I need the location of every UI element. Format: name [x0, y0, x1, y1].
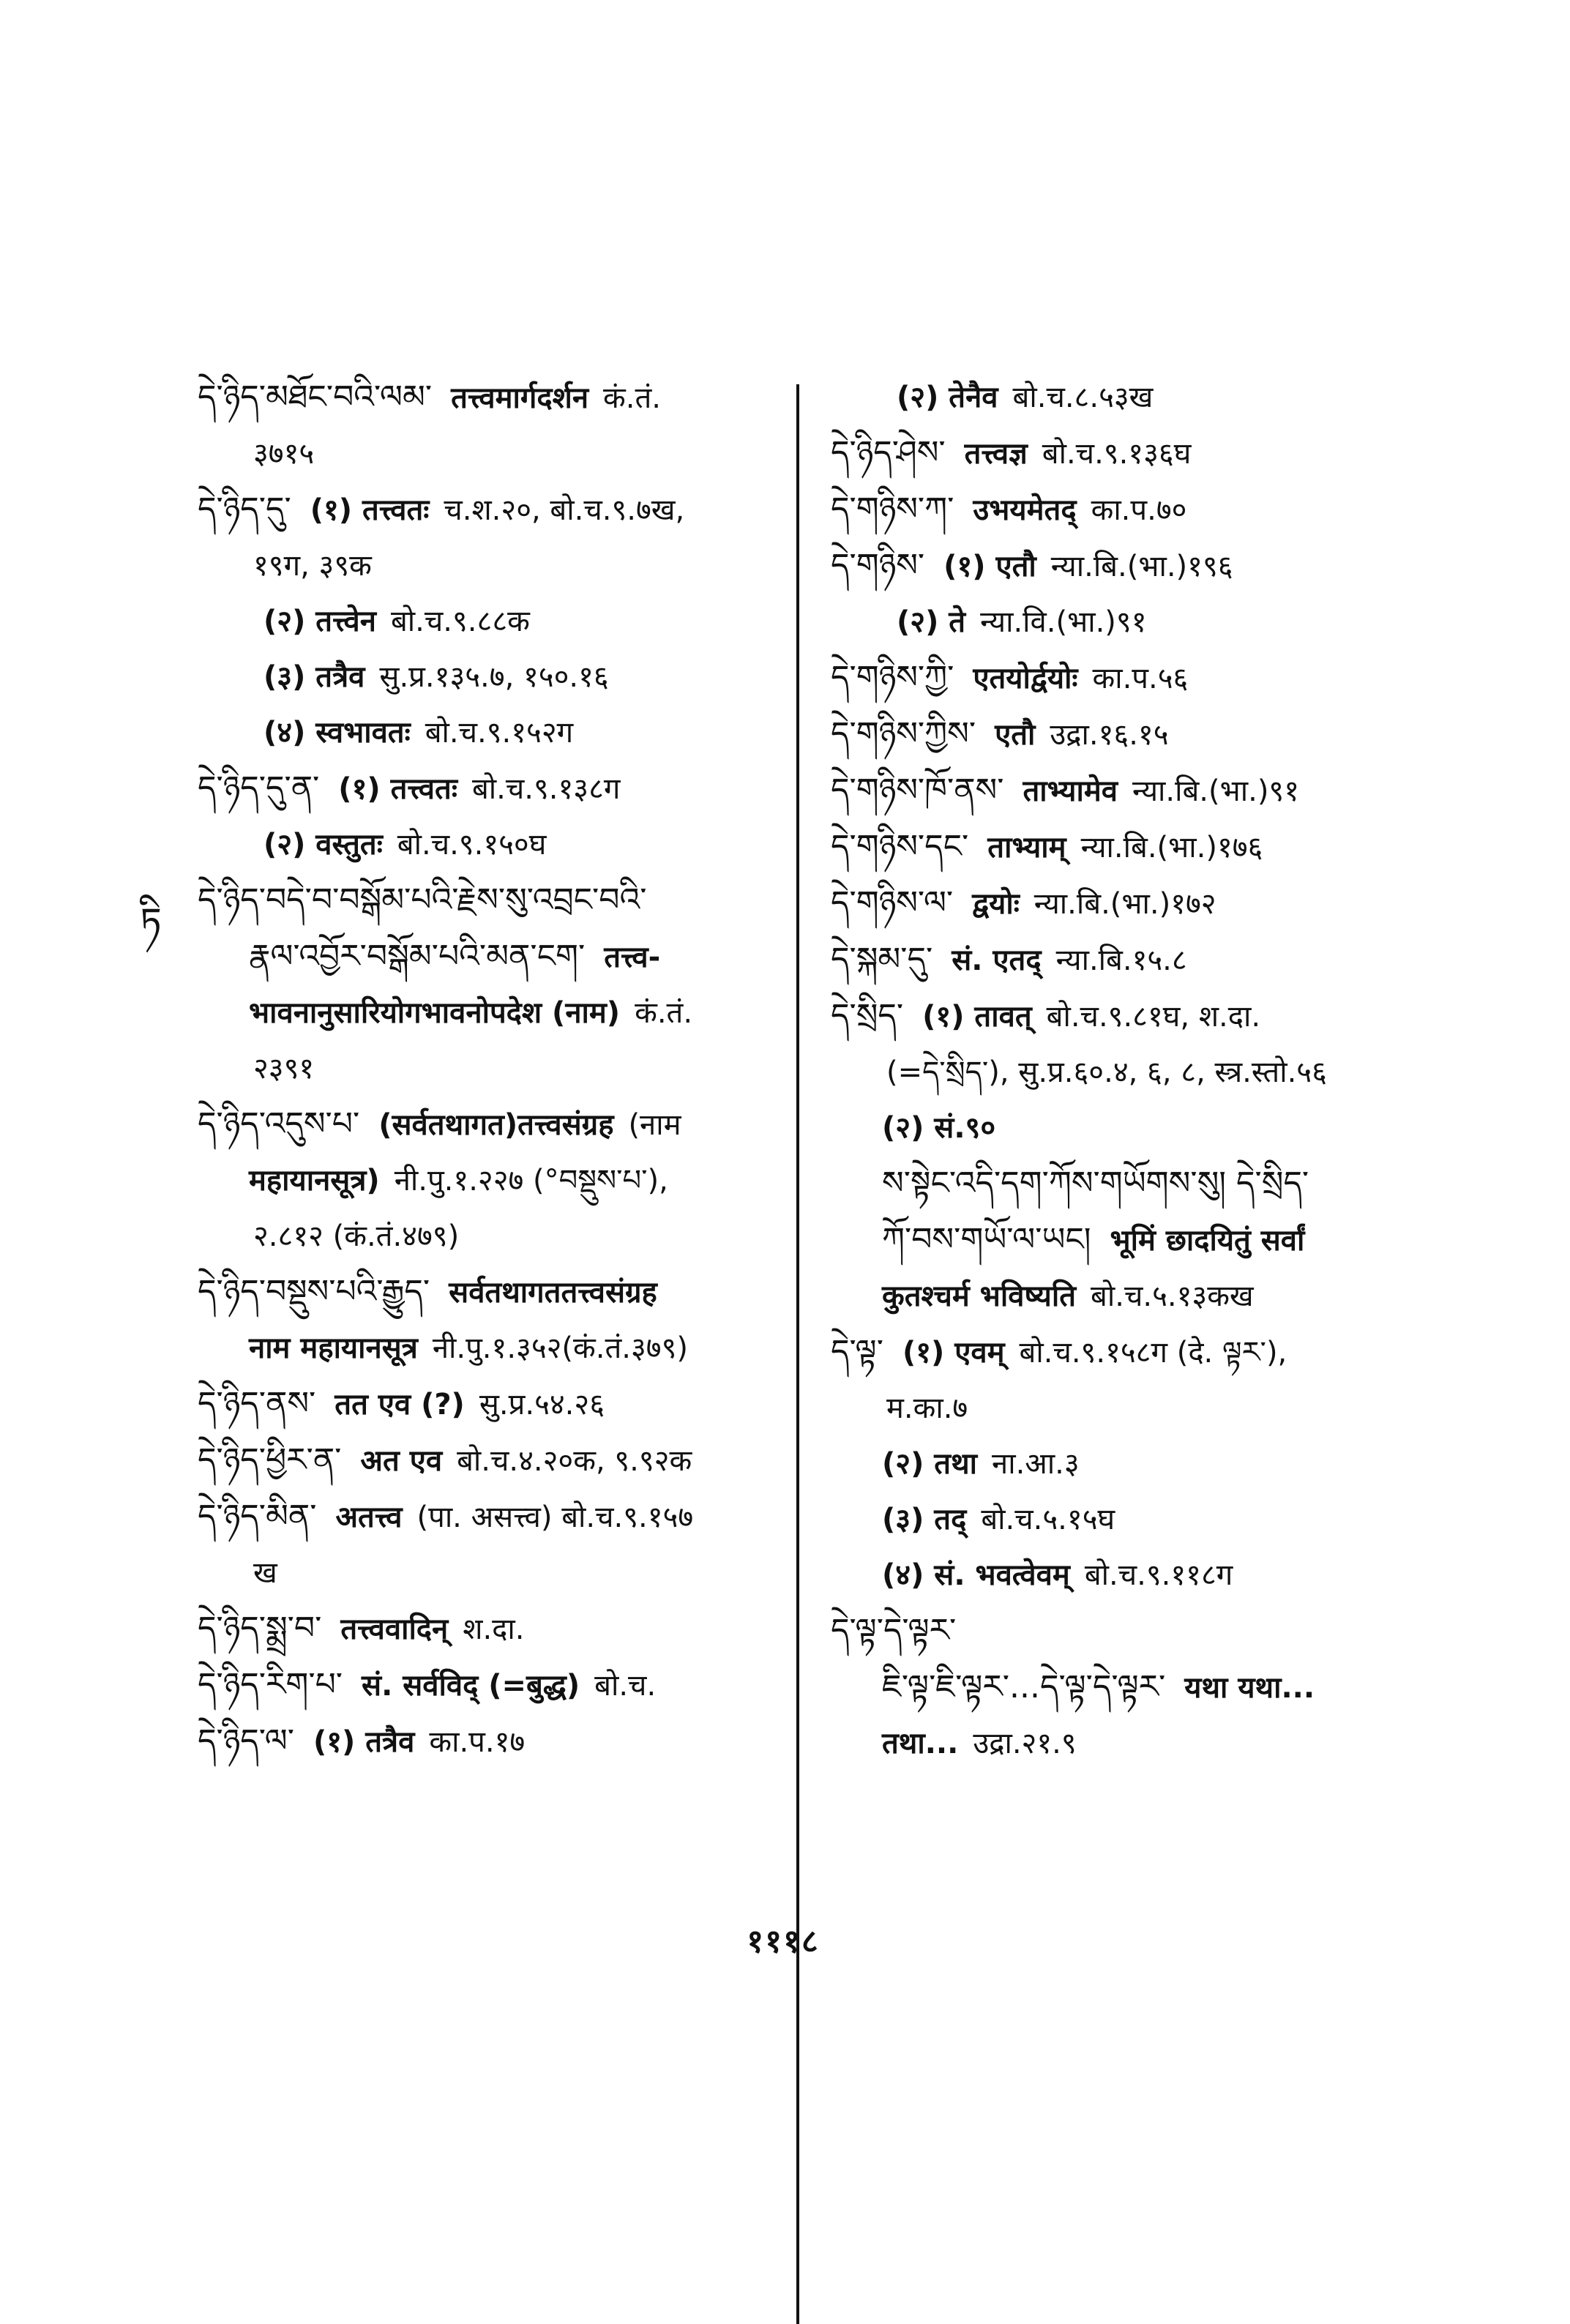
sanskrit-equivalent: महायानसूत्र)	[249, 1164, 380, 1198]
tibetan-term: དེ་ཉིད་བསྡུས་པའི་རྒྱུད་	[198, 1273, 430, 1310]
dictionary-entry	[198, 761, 783, 873]
entry-line	[831, 425, 1416, 482]
column-divider	[796, 384, 799, 2324]
dictionary-entry	[831, 538, 1416, 650]
sanskrit-equivalent: (२) तथा	[882, 1447, 978, 1481]
entry-line	[198, 873, 783, 929]
dictionary-entry	[831, 706, 1416, 763]
source-reference: नी.पु.१.३५२(कं.तं.३७९)	[432, 1331, 688, 1365]
tibetan-term: དེ་གཉིས་ཀ་	[831, 490, 954, 528]
source-reference: (=དེ་སྲིད་), सु.प्र.६०.४, ६, ८, स्त्र.स्तो.५६	[886, 1055, 1327, 1089]
dictionary-entry	[198, 1096, 783, 1264]
entry-line	[198, 1545, 783, 1601]
sanskrit-equivalent: भूमिं छादयितुं सर्वां	[1110, 1224, 1305, 1258]
tibetan-term: དེ་གཉིས་ཀྱི་	[831, 659, 954, 696]
entry-line	[831, 706, 1416, 763]
entry-line	[198, 1489, 783, 1545]
source-reference: २.८१२ (कं.तं.४७९)	[253, 1219, 460, 1253]
sanskrit-equivalent: एतयोर्द्वयोः	[973, 662, 1078, 695]
entry-line	[198, 538, 783, 594]
sanskrit-equivalent: (२) तत्त्वेन	[263, 605, 376, 638]
tibetan-term: དེ་ཉིད་ནས་	[198, 1385, 316, 1422]
entry-line	[198, 1153, 783, 1208]
dictionary-entry	[831, 819, 1416, 875]
sanskrit-equivalent: सं. सर्वविद् (=बुद्ध)	[362, 1669, 580, 1703]
source-reference: ३७१५	[253, 437, 315, 471]
source-reference: च.श.२०, बो.च.९.७ख,	[444, 493, 685, 527]
sanskrit-equivalent: नाम महायानसूत्र	[249, 1331, 418, 1365]
source-reference: म.का.७	[886, 1391, 968, 1425]
sanskrit-equivalent: ताभ्यामेव	[1023, 774, 1118, 808]
tibetan-term: ཇི་ལྟ་ཇི་ལྟར་...དེ་ལྟ་དེ་ལྟར་	[882, 1668, 1166, 1705]
source-reference: नी.पु.१.२२७ (°བསྡུས་པ་),	[394, 1164, 668, 1198]
sanskrit-equivalent: एतौ	[995, 718, 1036, 752]
entry-line	[831, 1156, 1416, 1212]
entry-line	[831, 594, 1416, 650]
dictionary-entry	[831, 875, 1416, 932]
sanskrit-equivalent: तत एव (?)	[334, 1388, 465, 1421]
dictionary-entry	[831, 425, 1416, 482]
sanskrit-equivalent: सर्वतथागततत्त्वसंग्रह	[449, 1276, 657, 1309]
tibetan-term: དེ་ལྟ་	[831, 1333, 883, 1370]
sanskrit-equivalent: (२) ते	[897, 605, 966, 639]
dictionary-entry	[831, 482, 1416, 538]
dictionary-entry	[198, 1376, 783, 1432]
source-reference: बो.च.९.११८ग	[1084, 1558, 1233, 1592]
dictionary-entry	[831, 1603, 1416, 1771]
sanskrit-equivalent: (३) तत्रैव	[263, 660, 365, 694]
tibetan-term: དེ་གཉིས་ལ་	[831, 884, 954, 922]
tibetan-term: དེ་ཉིད་མཐོང་བའི་ལམ་	[198, 378, 433, 416]
entry-line	[198, 1601, 783, 1657]
entry-line	[831, 538, 1416, 594]
sanskrit-equivalent: (३) तद्	[882, 1503, 967, 1536]
source-reference: बो.च.९.१३६घ	[1042, 437, 1192, 471]
entry-line	[831, 1380, 1416, 1436]
side-section-marker: ཏི	[140, 900, 162, 944]
entry-line	[198, 1264, 783, 1320]
entry-line	[831, 1212, 1416, 1269]
entry-line	[198, 1657, 783, 1714]
entry-line	[198, 370, 783, 426]
tibetan-term: དེ་སྲིད་	[831, 997, 904, 1034]
sanskrit-equivalent: उभयमेतद्	[973, 493, 1077, 527]
dictionary-entry	[198, 370, 783, 482]
sanskrit-equivalent: (१) एतौ	[943, 550, 1036, 583]
source-reference: (पा. असत्त्व) बो.च.९.१५७	[416, 1501, 694, 1534]
sanskrit-equivalent: तत्त्व-	[604, 941, 661, 974]
tibetan-term: ཀོ་བས་གཡོ་ལ་ཡང།	[882, 1221, 1091, 1258]
source-reference: बो.च.९.८८क	[390, 605, 530, 638]
dictionary-entry	[831, 932, 1416, 988]
entry-line	[831, 1603, 1416, 1659]
dictionary-entry	[198, 1601, 783, 1657]
dictionary-entry	[831, 370, 1416, 425]
dictionary-entry	[831, 1324, 1416, 1603]
sanskrit-equivalent: तत्त्ववादिन्	[340, 1613, 449, 1646]
source-reference: न्या.बि.(भा.)१९६	[1050, 550, 1233, 583]
source-reference: श.दा.	[463, 1613, 525, 1646]
source-reference: न्या.बि.(भा.)१७६	[1080, 831, 1263, 864]
tibetan-term: ས་སྟེང་འདི་དག་ཀོས་གཡོགས་སུ། དེ་སྲིད་	[882, 1165, 1309, 1202]
source-reference: ख	[253, 1556, 277, 1590]
entry-line	[831, 932, 1416, 988]
source-reference: सु.प्र.५४.२६	[479, 1388, 605, 1421]
tibetan-term: དེ་གཉིས་ཁོ་ནས་	[831, 771, 1004, 809]
entry-line	[198, 1432, 783, 1489]
page-number: १११८	[747, 1923, 820, 1960]
sanskrit-equivalent: (१) तत्त्वतः	[338, 772, 457, 806]
sanskrit-equivalent: (२) वस्तुतः	[263, 828, 383, 862]
dictionary-entry	[198, 1264, 783, 1376]
dictionary-entry	[831, 988, 1416, 1324]
entry-line	[831, 650, 1416, 706]
source-reference: न्या.वि.(भा.)९१	[980, 605, 1147, 639]
entry-line	[831, 819, 1416, 875]
entry-line	[198, 1208, 783, 1264]
dictionary-entry	[831, 650, 1416, 706]
dictionary-entry	[198, 1489, 783, 1601]
entry-line	[198, 929, 783, 985]
dictionary-entry	[198, 1432, 783, 1489]
entry-line	[831, 875, 1416, 932]
right-column	[831, 370, 1416, 1771]
tibetan-term: དེ་གཉིས་དང་	[831, 828, 969, 865]
dictionary-entry	[198, 482, 783, 761]
source-reference: न्या.बि.(भा.)१७२	[1033, 887, 1216, 921]
sanskrit-equivalent: सं. एतद्	[952, 944, 1042, 977]
entry-line	[831, 1324, 1416, 1380]
tibetan-term: དེ་ཉིད་དུ་ན་	[198, 769, 320, 807]
tibetan-term: དེ་གཉིས་	[831, 547, 925, 584]
entry-line	[831, 1492, 1416, 1547]
source-reference: बो.च.५.१३कख	[1091, 1279, 1254, 1313]
entry-line	[198, 761, 783, 817]
dictionary-entry	[198, 1657, 783, 1714]
tibetan-term: དེ་ཉིད་ཤེས་	[831, 434, 946, 471]
source-reference: का.प.७०	[1091, 493, 1187, 527]
source-reference: उद्रा.१६.१५	[1050, 718, 1169, 752]
entry-line	[831, 763, 1416, 819]
entry-line	[198, 426, 783, 482]
entry-line	[198, 1320, 783, 1376]
source-reference: बो.च.८.५३ख	[1012, 381, 1154, 414]
tibetan-term: དེ་ཉིད་མིན་	[198, 1498, 317, 1535]
sanskrit-equivalent: द्वयोः	[972, 887, 1020, 921]
sanskrit-equivalent: अत एव	[360, 1444, 443, 1478]
entry-line	[198, 649, 783, 705]
tibetan-term: དེ་ཉིད་སྨྲ་བ་	[198, 1610, 322, 1647]
entry-line	[198, 817, 783, 873]
entry-line	[198, 482, 783, 538]
sanskrit-equivalent: अतत्त्व	[335, 1501, 403, 1534]
entry-line	[831, 1659, 1416, 1716]
sanskrit-equivalent: (१) एवम्	[902, 1336, 1005, 1370]
sanskrit-equivalent: तत्त्वमार्गदर्शन	[451, 381, 589, 415]
entry-line	[831, 1269, 1416, 1324]
entry-line	[831, 1716, 1416, 1771]
sanskrit-equivalent: तथा...	[882, 1727, 959, 1760]
entry-line	[831, 988, 1416, 1045]
source-reference: बो.च.९.१५२ग	[425, 716, 574, 750]
dictionary-entry	[198, 1714, 783, 1770]
source-reference: सु.प्र.१३५.७, १५०.१६	[379, 660, 609, 694]
source-reference: न्या.बि.(भा.)९१	[1132, 774, 1300, 808]
tibetan-term: དེ་ལྟ་དེ་ལྟར་	[831, 1612, 957, 1649]
tibetan-term: དེ་གཉིས་ཀྱིས་	[831, 715, 976, 752]
source-reference: बो.च.९.८१घ, श.दा.	[1046, 1000, 1261, 1034]
sanskrit-equivalent: (१) तत्रैव	[313, 1725, 415, 1759]
source-reference: बो.च.४.२०क, ९.९२क	[457, 1444, 692, 1478]
sanskrit-equivalent: (४) सं. भवत्वेवम्	[882, 1558, 1070, 1592]
entry-line	[198, 1714, 783, 1770]
source-reference: न्या.बि.१५.८	[1055, 944, 1187, 977]
sanskrit-equivalent: यथा यथा...	[1184, 1671, 1315, 1705]
entry-line	[198, 705, 783, 761]
source-reference: (नाम	[628, 1108, 681, 1142]
entry-line	[831, 1100, 1416, 1156]
sanskrit-equivalent: भावनानुसारियोगभावनोपदेश (नाम)	[249, 996, 621, 1030]
sanskrit-equivalent: (१) तावत्	[922, 1000, 1032, 1034]
tibetan-term: དེ་སྐམ་དུ་	[831, 941, 933, 978]
source-reference: बो.च.५.१५घ	[981, 1503, 1115, 1536]
entry-line	[198, 1376, 783, 1432]
source-reference: बो.च.९.१५८ग (दे. ལྟར་),	[1019, 1336, 1287, 1370]
dictionary-entry	[831, 763, 1416, 819]
entry-line	[198, 594, 783, 649]
tibetan-term: དེ་ཉིད་ཕྱིར་ན་	[198, 1441, 342, 1479]
entry-line	[198, 1096, 783, 1153]
sanskrit-equivalent: (१) तत्त्वतः	[310, 493, 430, 527]
tibetan-term: དེ་ཉིད་དུ་	[198, 490, 291, 528]
dictionary-entry	[198, 873, 783, 1096]
entry-line	[831, 482, 1416, 538]
source-reference: बो.च.	[594, 1669, 657, 1703]
sanskrit-equivalent: (२) तेनैव	[897, 381, 998, 414]
sanskrit-equivalent: तत्त्वज्ञ	[964, 437, 1028, 471]
sanskrit-equivalent: कुतश्चर्म भविष्यति	[882, 1279, 1077, 1313]
tibetan-term: དེ་ཉིད་རིག་པ་	[198, 1666, 343, 1703]
source-reference: कं.तं.	[603, 381, 661, 415]
entry-line	[831, 1547, 1416, 1603]
source-reference: बो.च.९.१५०घ	[397, 828, 547, 862]
entry-line	[831, 1045, 1416, 1100]
sanskrit-equivalent: ताभ्याम्	[987, 831, 1066, 864]
sanskrit-equivalent: (२) सं.९०	[882, 1111, 996, 1145]
sanskrit-equivalent: (सर्वतथागत)तत्त्वसंग्रह	[378, 1108, 614, 1142]
source-reference: २३९१	[253, 1052, 315, 1086]
source-reference: बो.च.९.१३८ग	[471, 772, 621, 806]
tibetan-term: དེ་ཉིད་ལ་	[198, 1722, 294, 1760]
left-column	[198, 370, 783, 1770]
tibetan-term: དེ་ཉིད་བདེ་བ་བསྒོམ་པའི་རྗེས་སུ་འབྲང་བའི་	[198, 881, 647, 919]
source-reference: ना.आ.३	[992, 1447, 1080, 1481]
entry-line	[831, 370, 1416, 425]
source-reference: उद्रा.२१.९	[973, 1727, 1077, 1760]
sanskrit-equivalent: (४) स्वभावतः	[263, 716, 411, 750]
source-reference: १९ग, ३९क	[253, 549, 372, 583]
tibetan-term: རྣལ་འབྱོར་བསྒོམ་པའི་མན་ངག་	[249, 938, 586, 975]
entry-line	[831, 1436, 1416, 1492]
source-reference: कं.तं.	[635, 996, 693, 1030]
source-reference: का.प.१७	[429, 1725, 526, 1759]
tibetan-term: དེ་ཉིད་འདུས་པ་	[198, 1105, 360, 1143]
entry-line	[198, 985, 783, 1041]
source-reference: का.प.५६	[1092, 662, 1189, 695]
entry-line	[198, 1041, 783, 1096]
